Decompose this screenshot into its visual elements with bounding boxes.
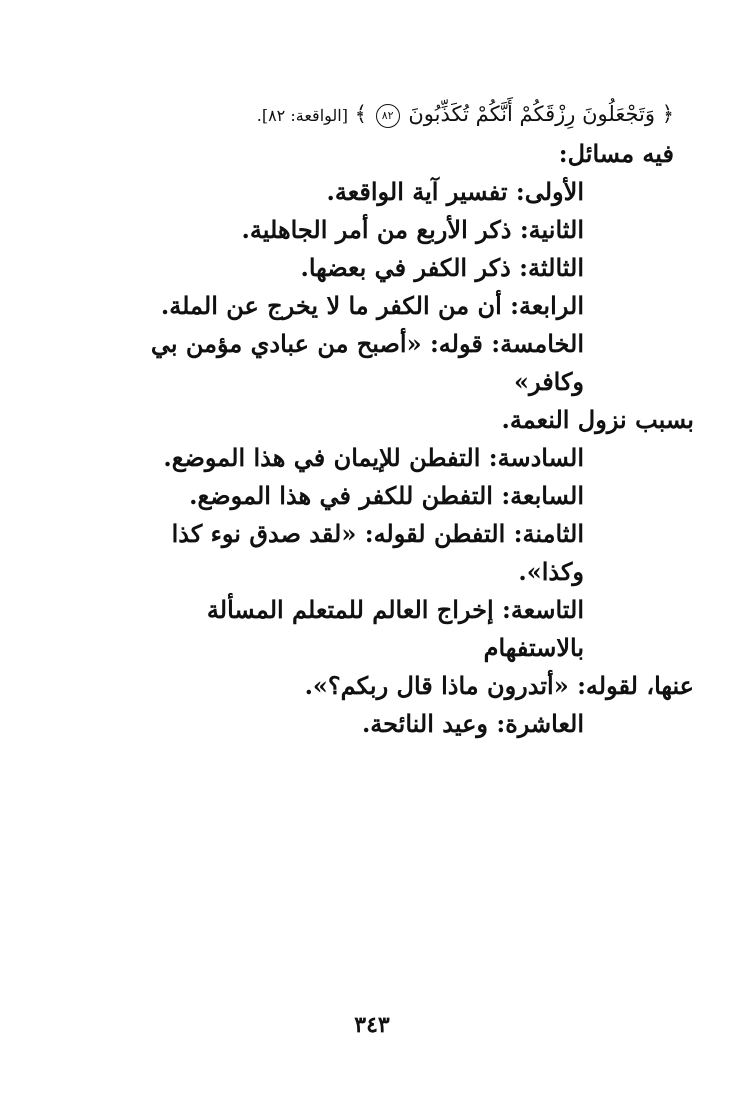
issue-text: تفسير آية الواقعة. xyxy=(326,177,508,206)
issue-text: وعيد النائحة. xyxy=(361,709,488,738)
verse-close-bracket: ﴾ xyxy=(354,102,367,126)
issue-text: التفطن للإيمان في هذا الموضع. xyxy=(163,443,481,472)
issue-5 xyxy=(120,325,674,401)
issue-9-continuation xyxy=(120,667,694,705)
issue-6 xyxy=(120,439,674,477)
issue-3 xyxy=(120,249,674,287)
issue-label: الأولى: xyxy=(515,177,584,206)
issue-text: عنها، لقوله: «أتدرون ماذا قال ربكم؟». xyxy=(304,671,694,700)
issue-1 xyxy=(120,173,674,211)
issue-label: الثامنة: xyxy=(513,519,584,548)
issue-text: التفطن لقوله: «لقد صدق نوء كذا وكذا». xyxy=(171,519,584,586)
text-block xyxy=(120,95,694,743)
issue-2 xyxy=(120,211,674,249)
issue-9 xyxy=(120,591,674,667)
issue-label: الرابعة: xyxy=(510,291,584,320)
issue-label: الخامسة: xyxy=(491,329,584,358)
quran-verse-line xyxy=(120,95,674,135)
verse-text: وَتَجْعَلُونَ رِزْقَكُمْ أَنَّكُمْ تُكَذِّبُونَ xyxy=(408,102,655,126)
issue-text: ذكر الكفر في بعضها. xyxy=(300,253,511,282)
issue-label: الثانية: xyxy=(519,215,584,244)
issue-label: العاشرة: xyxy=(496,709,584,738)
page-number: ٣٤٣ xyxy=(354,1012,390,1038)
issue-text: قوله: «أصبح من عبادي مؤمن بي وكافر» xyxy=(150,329,584,396)
issue-text: إخراج العالم للمتعلم المسألة بالاستفهام xyxy=(206,595,584,662)
issue-label: التاسعة: xyxy=(502,595,584,624)
issue-7 xyxy=(120,477,674,515)
issue-8 xyxy=(120,515,674,591)
issue-text: أن من الكفر ما لا يخرج عن الملة. xyxy=(160,291,502,320)
issues-intro: فيه مسائل: xyxy=(558,139,674,168)
issue-5-continuation xyxy=(120,401,694,439)
verse-number: ٨٢ xyxy=(376,104,400,128)
verse-reference: [الواقعة: ٨٢]. xyxy=(256,106,348,125)
issue-label: السادسة: xyxy=(488,443,584,472)
verse-open-bracket: ﴿ xyxy=(661,102,674,126)
issue-4 xyxy=(120,287,674,325)
issue-text: بسبب نزول النعمة. xyxy=(501,405,694,434)
issue-text: ذكر الأربع من أمر الجاهلية. xyxy=(241,215,512,244)
issue-10 xyxy=(120,705,674,743)
issue-label: السابعة: xyxy=(501,481,584,510)
issue-text: التفطن للكفر في هذا الموضع. xyxy=(189,481,493,510)
issue-label: الثالثة: xyxy=(519,253,584,282)
